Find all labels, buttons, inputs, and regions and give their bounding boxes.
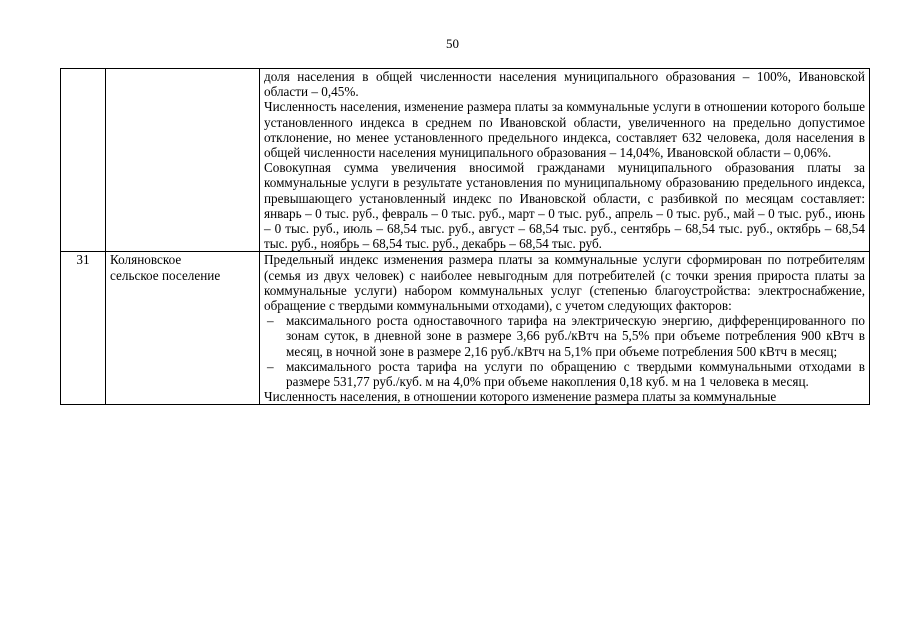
row-number — [61, 69, 106, 252]
list-item — [264, 313, 865, 359]
municipality-name — [106, 69, 260, 252]
list-item — [264, 359, 865, 389]
dash-bullet: – — [267, 313, 274, 329]
row-number: 31 — [61, 252, 106, 405]
municipality-name-line: Коляновское — [110, 252, 182, 268]
description-paragraph: доля населения в общей численности населения муниципального образования – 100%, Ивановской области – 0,45%. — [264, 69, 865, 100]
table-row — [61, 252, 870, 405]
factor-text: максимального роста тарифа на услуги по обращению с твердыми коммунальными отходами в размере 531,77 руб./куб. м на 4,0% при объеме накопления 0,18 куб. м на 1 человека в месяц. — [286, 358, 865, 390]
dash-bullet: – — [267, 358, 274, 374]
municipality-name-line: сельское поселение — [110, 267, 221, 283]
factors-list — [264, 313, 865, 389]
description-paragraph: Предельный индекс изменения размера платы за коммунальные услуги сформирован по потребителям (семья из двух человек) с наиболее невыгодным для потребителей (с точки зрения прироста платы за коммунальные услуги) набором коммунальных услуг (степенью благоустройства: электроснабжение, обращение с твердыми коммунальными отходами), с учетом следующих факторов: — [264, 252, 865, 314]
description-paragraph: Совокупная сумма увеличения вносимой гражданами муниципального образования платы за коммунальные услуги в результате установления по муниципальному образованию предельного индекса, превышающего установленный индекс по Ивановской области, с разбивкой по месяцам составляет: январь – 0 тыс. руб., февраль – 0 тыс. руб., март – 0 тыс. руб., апрель – 0 тыс. руб., май – 0 тыс. руб., июнь – 0 тыс. руб., июль – 68,54 тыс. руб., август – 68,54 тыс. руб., сентябрь – 68,54 тыс. руб., октябрь – 68,54 тыс. руб., ноябрь – 68,54 тыс. руб., декабрь – 68,54 тыс. руб. — [264, 160, 865, 252]
municipality-table — [60, 68, 870, 405]
closing-paragraph: Численность населения, в отношении которого изменение размера платы за коммунальные — [264, 389, 777, 405]
row-description — [260, 252, 870, 405]
municipality-name — [106, 252, 260, 405]
page-number: 50 — [446, 36, 459, 51]
factor-text: максимального роста одноставочного тарифа на электрическую энергию, дифференцированного по зонам суток, в дневной зоне в размере 3,66 руб./кВтч на 5,5% при объеме потребления 900 кВтч в месяц, в ночной зоне в размере 2,16 руб./кВтч на 5,1% при объеме потребления 500 кВтч в месяц; — [286, 313, 865, 359]
row-description — [260, 69, 870, 252]
table-row — [61, 69, 870, 252]
description-paragraph: Численность населения, изменение размера платы за коммунальные услуги в отношении которого больше установленного индекса в среднем по Ивановской области, увеличенного на предельно допустимое отклонение, но менее установленного предельного индекса, составляет 632 человека, доля населения в общей численности населения муниципального образования – 14,04%, Ивановской области – 0,06%. — [264, 99, 865, 161]
